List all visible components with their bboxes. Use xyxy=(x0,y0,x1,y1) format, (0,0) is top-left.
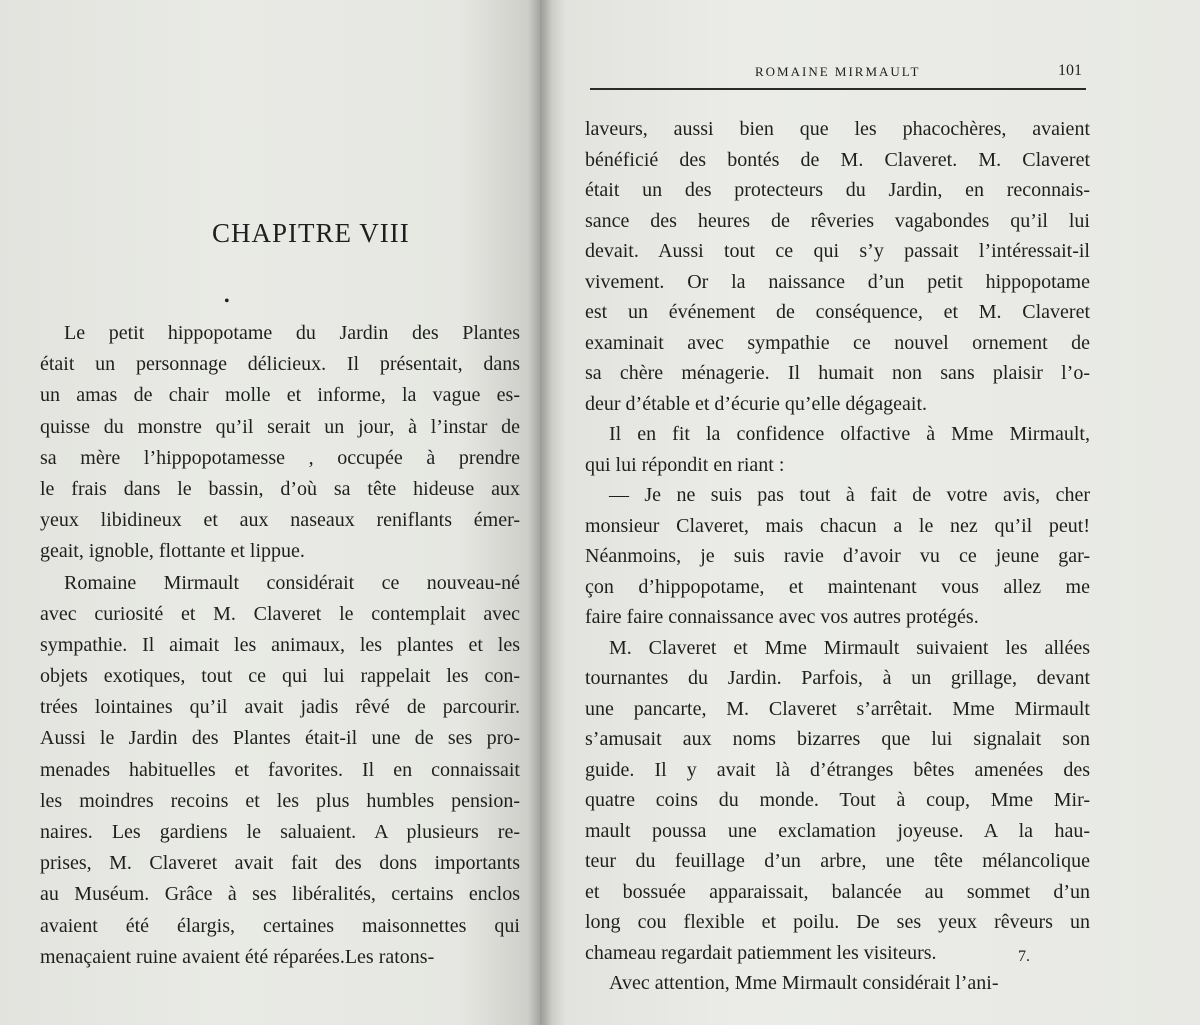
text-line: un amas de chair molle et informe, la vague es- xyxy=(40,384,520,407)
text-line: Aussi le Jardin des Plantes était-il une de ses pro- xyxy=(40,727,520,750)
text-line: qui lui répondit en riant : xyxy=(585,453,785,476)
text-line: le frais dans le bassin, d’où sa tête hideuse aux xyxy=(40,477,520,500)
ornament-dot: • xyxy=(224,293,230,310)
text-line: Néanmoins, je suis ravie d’avoir vu ce jeune gar- xyxy=(585,545,1090,567)
text-line: menades habituelles et favorites. Il en connaissait xyxy=(40,758,520,781)
text-line: — Je ne suis pas tout à fait de votre avis, cher xyxy=(609,484,1090,506)
text-line: s’amusait aux noms bizarres que lui signalait son xyxy=(585,728,1090,750)
running-head xyxy=(590,62,1086,90)
text-line: et bossuée apparaissait, balancée au sommet d’un xyxy=(585,880,1090,903)
text-line: était un personnage délicieux. Il présentait, dans xyxy=(40,353,520,376)
text-line: vivement. Or la naissance d’un petit hippopotame xyxy=(585,270,1090,293)
text-line: les moindres recoins et les plus humbles pension- xyxy=(40,789,520,812)
text-line: Avec attention, Mme Mirmault considérait l’ani- xyxy=(609,972,999,994)
running-head-title: ROMAINE MIRMAULT xyxy=(755,64,921,79)
text-line: était un des protecteurs du Jardin, en reconnais- xyxy=(585,179,1090,201)
page-number: 101 xyxy=(1058,62,1082,79)
text-line: M. Claveret et Mme Mirmault suivaient les allées xyxy=(609,636,1090,659)
text-line: laveurs, aussi bien que les phacochères, avaient xyxy=(585,118,1090,140)
left-page-text xyxy=(40,318,520,973)
text-line: est un événement de conséquence, et M. Claveret xyxy=(585,301,1090,323)
text-line: Le petit hippopotame du Jardin des Plantes xyxy=(64,322,520,344)
text-line: faire faire connaissance avec vos autres protégés. xyxy=(585,606,979,628)
text-line: Romaine Mirmault considérait ce nouveau-né xyxy=(64,571,520,594)
signature-mark: 7. xyxy=(1018,948,1030,965)
text-line: monsieur Claveret, mais chacun a le nez qu’il peut! xyxy=(585,514,1090,537)
show-through-text xyxy=(30,30,530,300)
text-line: tournantes du Jardin. Parfois, à un grillage, devant xyxy=(585,667,1090,689)
text-line: teur du feuillage d’un arbre, une tête mélancolique xyxy=(585,850,1090,872)
text-line: menaçaient ruine avaient été réparées.Les ratons- xyxy=(40,945,435,968)
text-line: bénéficié des bontés de M. Claveret. M. Claveret xyxy=(585,148,1090,171)
text-line: çon d’hippopotame, et maintenant vous allez me xyxy=(585,575,1090,598)
text-line: devait. Aussi tout ce qui s’y passait l’intéressait-il xyxy=(585,240,1090,262)
text-line: guide. Il y avait là d’étranges bêtes amenées des xyxy=(585,758,1090,781)
text-line: sympathie. Il aimait les animaux, les plantes et les xyxy=(40,633,520,656)
text-line: une pancarte, M. Claveret s’arrêtait. Mme Mirmault xyxy=(585,697,1090,720)
text-line: objets exotiques, tout ce qui lui rappelait les con- xyxy=(40,665,520,688)
text-line: au Muséum. Grâce à ses libéralités, certains enclos xyxy=(40,883,520,906)
text-line: deur d’étable et d’écurie qu’elle dégageait. xyxy=(585,392,928,415)
text-line: avec curiosité et M. Claveret le contemplait avec xyxy=(40,602,520,625)
text-line: sance des heures de rêveries vagabondes qu’il lui xyxy=(585,209,1090,232)
text-line: examinait avec sympathie ce nouvel ornement de xyxy=(585,331,1090,354)
text-line: chameau regardait patiemment les visiteurs. xyxy=(585,941,937,964)
text-line: quatre coins du monde. Tout à coup, Mme Mir- xyxy=(585,789,1090,811)
text-line: Il en fit la confidence olfactive à Mme Mirmault, xyxy=(609,423,1090,445)
text-line: yeux libidineux et aux naseaux reniflants émer- xyxy=(40,509,520,532)
text-line: sa chère ménagerie. Il humait non sans plaisir l’o- xyxy=(585,362,1090,384)
book-gutter xyxy=(528,0,552,1025)
text-line: avaient été élargis, certaines maisonnettes qui xyxy=(40,914,520,937)
text-line: geait, ignoble, flottante et lippue. xyxy=(40,540,305,563)
text-line: mault poussa une exclamation joyeuse. A la hau- xyxy=(585,819,1090,842)
text-line: quisse du monstre qu’il serait un jour, à l’instar de xyxy=(40,415,520,438)
text-line: trées lointaines qu’il avait jadis rêvé de parcourir. xyxy=(40,696,520,719)
text-line: prises, M. Claveret avait fait des dons importants xyxy=(40,852,520,875)
text-line: naires. Les gardiens le saluaient. A plusieurs re- xyxy=(40,821,520,843)
chapter-title: CHAPITRE VIII xyxy=(212,218,410,248)
text-line: sa mère l’hippopotamesse , occupée à prendre xyxy=(40,446,520,469)
text-line: long cou flexible et poilu. De ses yeux rêveurs un xyxy=(585,911,1090,933)
right-page-text xyxy=(585,114,1090,999)
